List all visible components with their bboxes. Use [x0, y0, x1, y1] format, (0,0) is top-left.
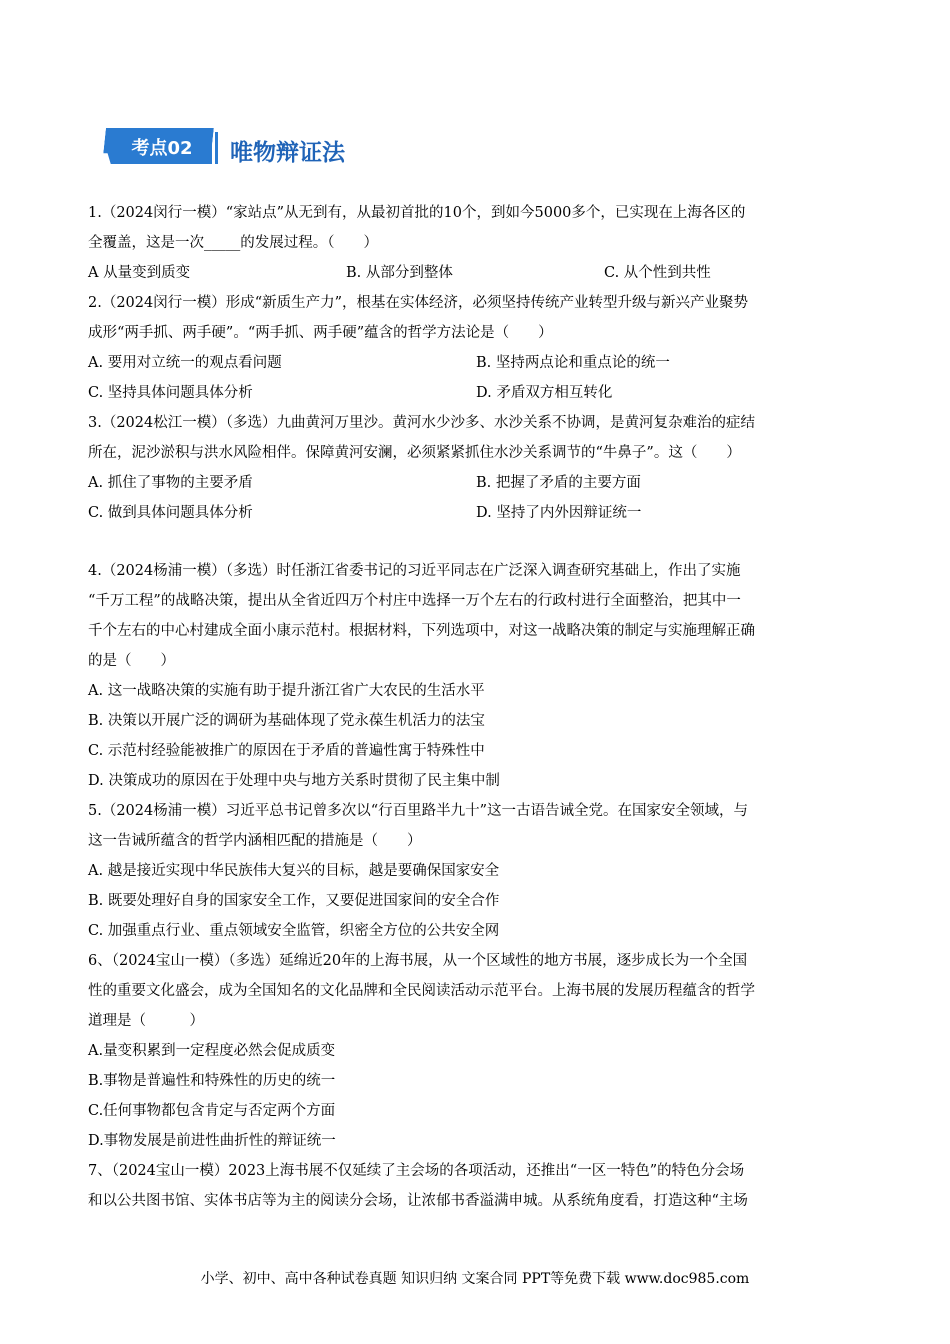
- question-2: [88, 288, 862, 408]
- question-text: 道理是（ ）: [88, 1013, 204, 1029]
- question-text: 所在，泥沙淤积与洪水风险相伴。保障黄河安澜，必须紧紧抓住水沙关系调节的“牛鼻子”。这（ ）: [88, 445, 741, 461]
- option-d: D.事物发展是前进性曲折性的辩证统一: [88, 1133, 336, 1149]
- question-text: 和以公共图书馆、实体书店等为主的阅读分会场，让浓郁书香溢满申城。从系统角度看，打造这种“主场: [88, 1193, 748, 1209]
- question-text: “千万工程”的战略决策，提出从全省近四万个村庄中选择一万个左右的行政村进行全面整治，把其中一: [88, 593, 741, 609]
- option-c: C. 坚持具体问题具体分析: [88, 385, 253, 401]
- option-row: [88, 498, 862, 528]
- option-b: B. 从部分到整体: [346, 265, 453, 281]
- question-text: 千个左右的中心村建成全面小康示范村。根据材料，下列选项中，对这一战略决策的制定与实施理解正确: [88, 623, 755, 639]
- option-b: B. 把握了矛盾的主要方面: [476, 475, 641, 491]
- question-text: 5.（2024杨浦一模）习近平总书记曾多次以“行百里路半九十”这一古语告诫全党。在国家安全领域，与: [88, 803, 749, 819]
- question-text: 2.（2024闵行一模）形成“新质生产力”，根基在实体经济，必须坚持传统产业转型升级与新兴产业聚势: [88, 295, 749, 311]
- option-a: A.量变积累到一定程度必然会促成质变: [88, 1043, 336, 1059]
- question-6: [88, 946, 862, 1156]
- option-b: B. 坚持两点论和重点论的统一: [476, 355, 670, 371]
- question-3: [88, 408, 862, 528]
- option-d: D. 决策成功的原因在于处理中央与地方关系时贯彻了民主集中制: [88, 773, 500, 789]
- question-text: 1.（2024闵行一模）“家站点”从无到有，从最初首批的10个，到如今5000多个，已实现在上海各区的: [88, 205, 746, 221]
- question-7: [88, 1156, 862, 1216]
- question-5: [88, 796, 862, 946]
- badge-stripe: [215, 132, 218, 164]
- option-b: B. 既要处理好自身的国家安全工作，又要促进国家间的安全合作: [88, 893, 500, 909]
- option-a: A. 这一战略决策的实施有助于提升浙江省广大农民的生活水平: [88, 683, 485, 699]
- badge-stripe: [208, 128, 212, 164]
- option-c: C.任何事物都包含肯定与否定两个方面: [88, 1103, 336, 1119]
- option-row: [88, 258, 862, 288]
- question-text: 的是（ ）: [88, 653, 175, 669]
- spacer: [88, 528, 862, 556]
- option-c: C. 示范村经验能被推广的原因在于矛盾的普遍性寓于特殊性中: [88, 743, 485, 759]
- question-text: 3.（2024松江一模）（多选）九曲黄河万里沙。黄河水少沙多、水沙关系不协调，是黄河复杂难治的症结: [88, 415, 755, 431]
- option-d: D. 矛盾双方相互转化: [476, 385, 613, 401]
- option-b: B.事物是普遍性和特殊性的历史的统一: [88, 1073, 336, 1089]
- question-text: 这一告诫所蕴含的哲学内涵相匹配的措施是（ ）: [88, 833, 422, 849]
- option-a: A. 越是接近实现中华民族伟大复兴的目标，越是要确保国家安全: [88, 863, 500, 879]
- option-row: [88, 378, 862, 408]
- question-4: [88, 556, 862, 796]
- option-row: [88, 468, 862, 498]
- question-list: [88, 198, 862, 1216]
- option-d: D. 坚持了内外因辩证统一: [476, 505, 642, 521]
- question-text: 6、（2024宝山一模）（多选）延绵近20年的上海书展，从一个区域性的地方书展，逐步成长为一个全国: [88, 953, 748, 969]
- question-text: 性的重要文化盛会，成为全国知名的文化品牌和全民阅读活动示范平台。上海书展的发展历程蕴含的哲学: [88, 983, 755, 999]
- option-row: [88, 348, 862, 378]
- question-text: 7、（2024宝山一模）2023上海书展不仅延续了主会场的各项活动，还推出“一区一特色”的特色分会场: [88, 1163, 745, 1179]
- question-text: 4.（2024杨浦一模）（多选）时任浙江省委书记的习近平同志在广泛深入调查研究基础上，作出了实施: [88, 563, 741, 579]
- page-footer: 小学、初中、高中各种试卷真题 知识归纳 文案合同 PPT等免费下载 www.doc985.com: [200, 1271, 750, 1287]
- option-b: B. 决策以开展广泛的调研为基础体现了党永葆生机活力的法宝: [88, 713, 485, 729]
- option-a: A 从量变到质变: [88, 265, 191, 281]
- question-text: 成形“两手抓、两手硬”。“两手抓、两手硬”蕴含的哲学方法论是（ ）: [88, 325, 553, 341]
- section-title: 唯物辩证法: [230, 140, 345, 166]
- option-c: C. 从个性到共性: [604, 265, 711, 281]
- question-1: [88, 198, 862, 288]
- option-a: A. 抓住了事物的主要矛盾: [88, 475, 253, 491]
- option-c: C. 做到具体问题具体分析: [88, 505, 253, 521]
- section-badge-label: 考点02: [131, 138, 193, 159]
- option-c: C. 加强重点行业、重点领域安全监管，织密全方位的公共安全网: [88, 923, 500, 939]
- question-text: 全覆盖，这是一次_____的发展过程。（ ）: [88, 235, 378, 251]
- option-a: A. 要用对立统一的观点看问题: [88, 355, 282, 371]
